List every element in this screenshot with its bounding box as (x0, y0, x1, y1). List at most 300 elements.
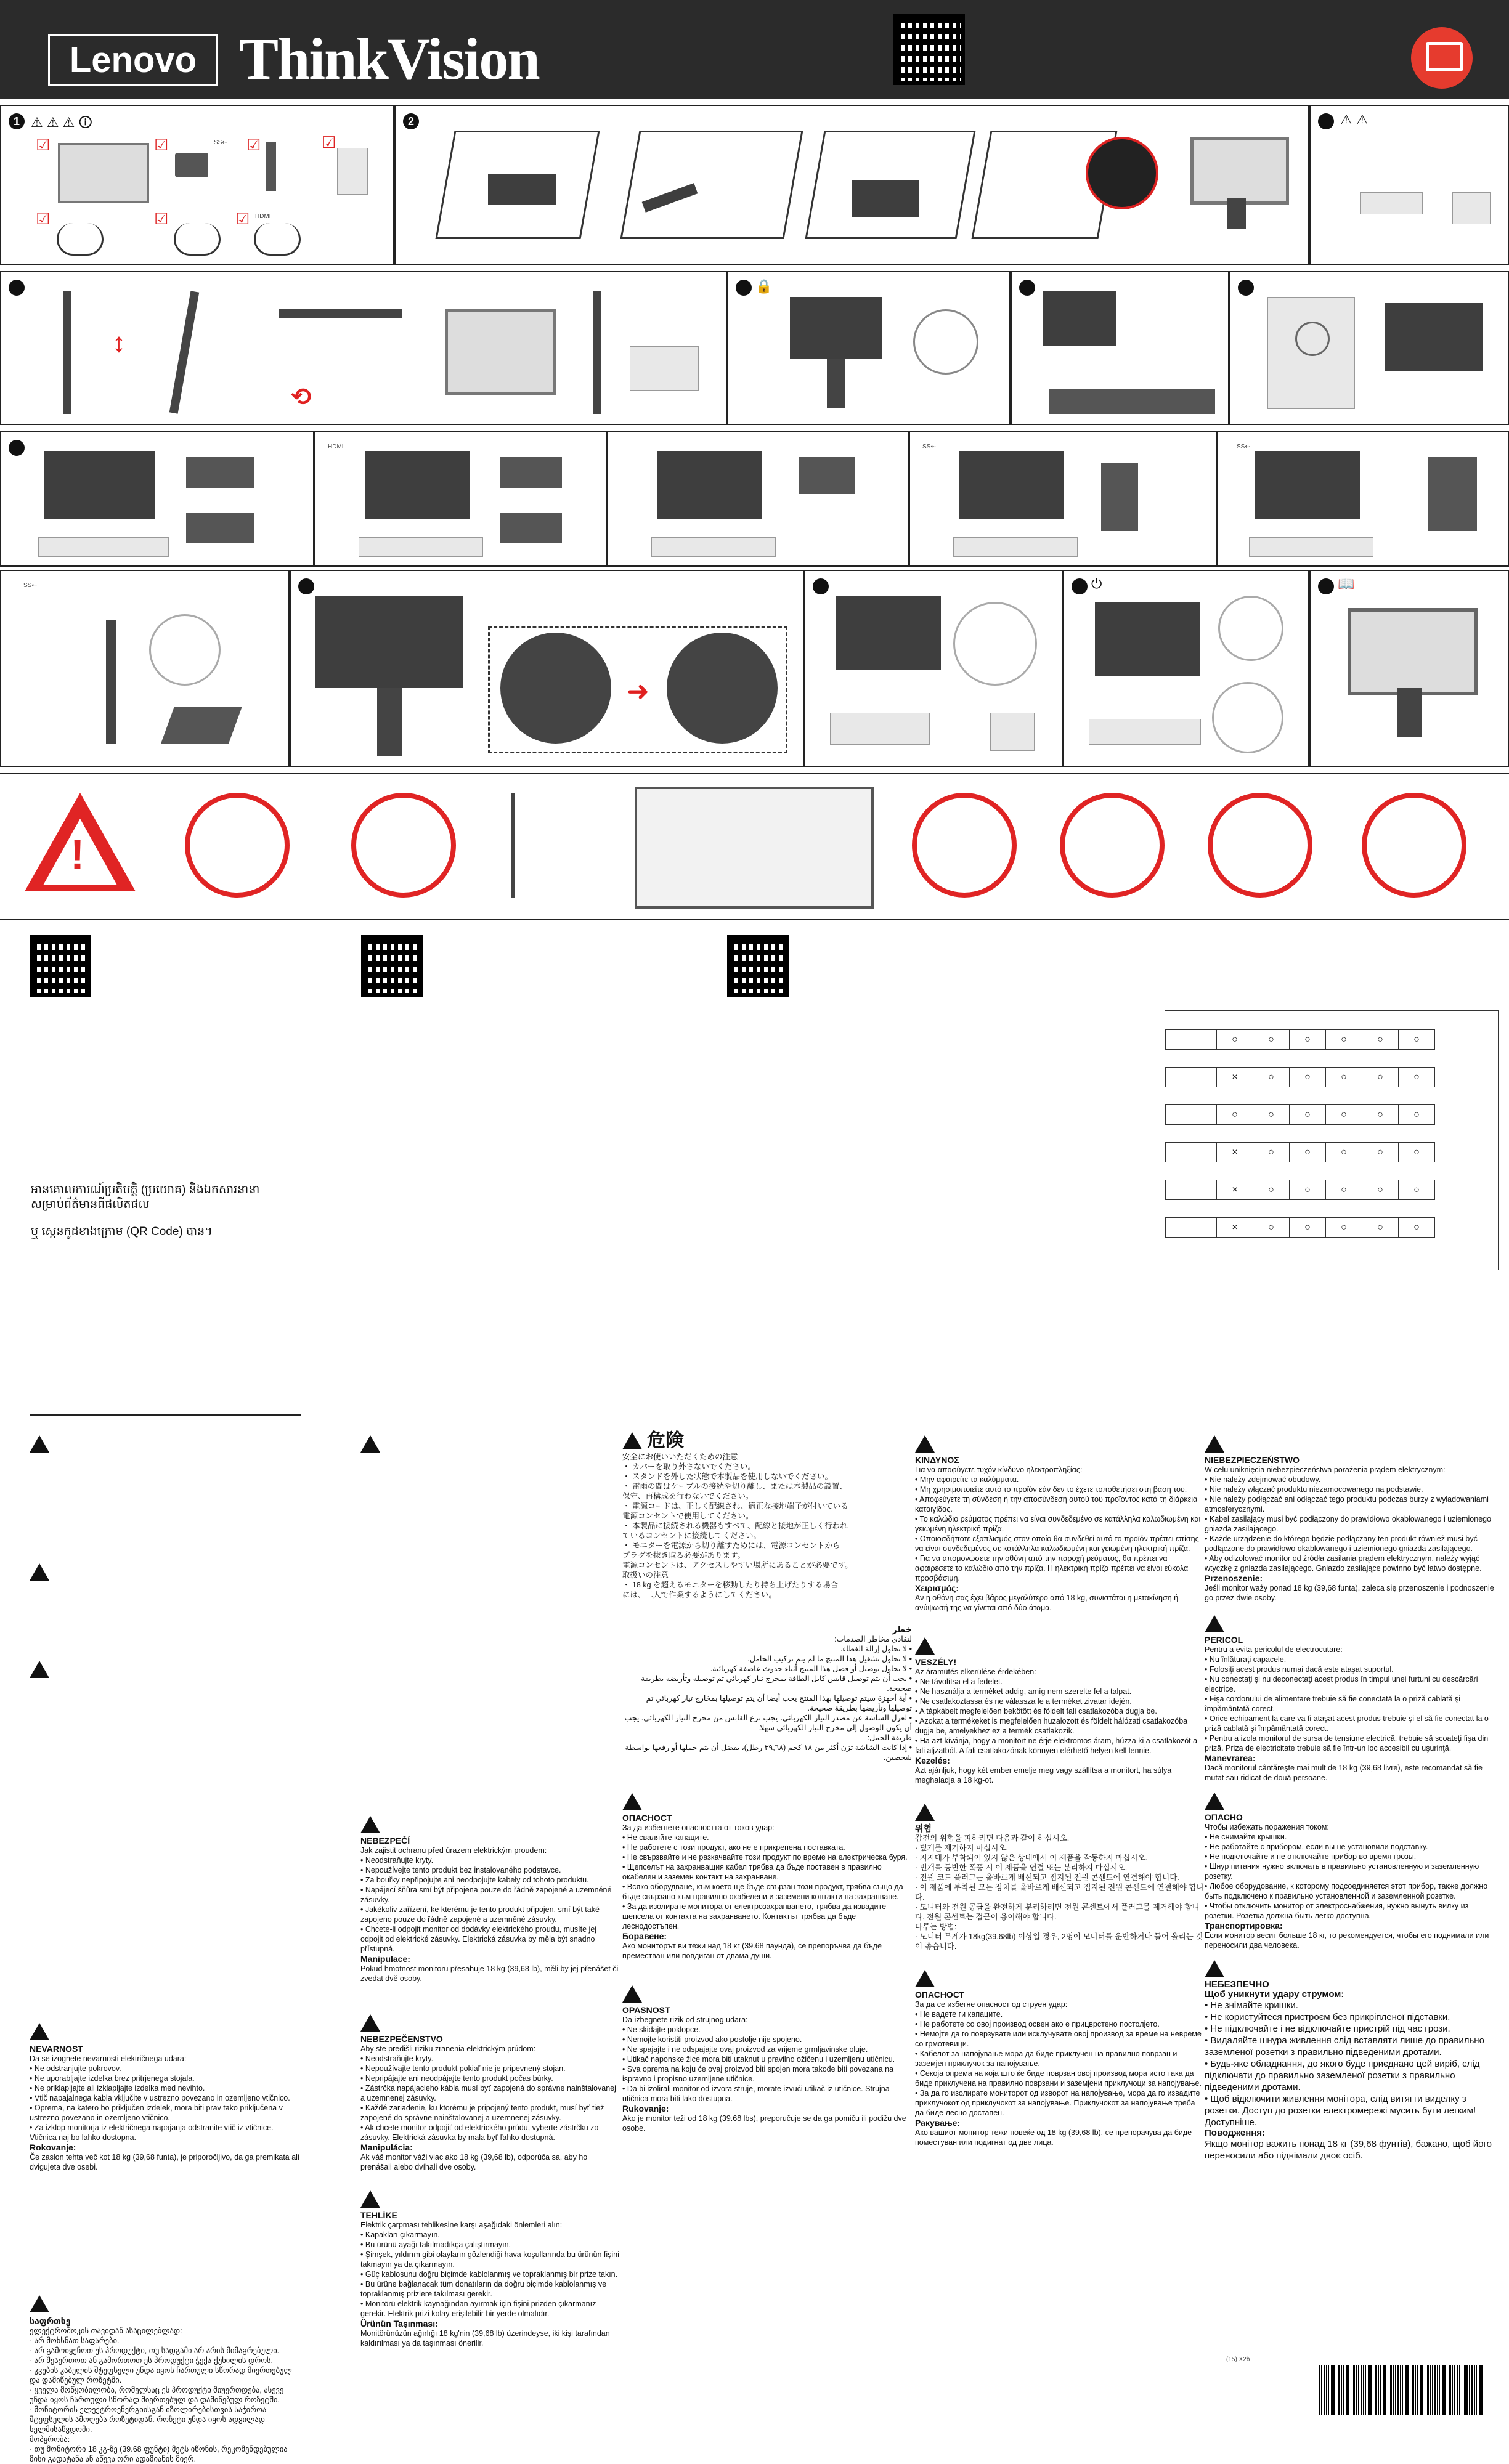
height-arrow-icon: ↕ (112, 328, 126, 358)
panel-ports (1011, 271, 1229, 425)
slovenian-list (30, 2064, 301, 2142)
list-item: • Neodstraňujte kryty. (360, 1855, 619, 1865)
list-item: 다루는 방법: (915, 1923, 957, 1931)
list-item: • Şimşek, yıldırım gibi olayların gözlendiği hava koşullarında bu ürünün fişini takmayın ya da çıkarmayın. (360, 2250, 619, 2269)
list-item: • Nepoužívajte tento produkt pokiaľ nie je pripevnený stojan. (360, 2064, 619, 2073)
handling-text: Monitörünüzün ağırlığı 18 kg'nin (39,68 lb) üzerindeyse, iki kişi tarafından kaldırılması ya da taşınması önerilir. (360, 2329, 610, 2348)
warning-icon (30, 1563, 49, 1581)
list-item: • Kabel zasilający musi być podłączony do prawidłowo okablowanego i uziemionego gniazda zasilającego. (1205, 1514, 1494, 1534)
list-item: 電源コンセントは、アクセスしやすい場所にあることが必要です。 (622, 1561, 853, 1570)
panel-connect-displayport (0, 431, 314, 567)
step-number (1072, 578, 1088, 594)
list-item: • Chcete-li odpojit monitor od dodávky elektrického proudu, musíte jej odpojit od elektrické zásuvky. Elektrická zásuvka by měla být snadno přístupná. (360, 1924, 619, 1954)
table-cell: ○ (1290, 1068, 1326, 1087)
monitor-rear-illustration (657, 451, 762, 519)
table-cell: ○ (1399, 1105, 1435, 1125)
list-item: · 모니터 무게가 18kg(39.68lb) 이상일 경우, 2명이 모니터를 운반하거나 들어 올리는 것이 좋습니다. (915, 1932, 1203, 1951)
list-item: • Кабелот за напојување мора да биде приклучен на правилно поврзан и заземјен приклучок за напојување. (915, 2049, 1205, 2069)
korean-lines (915, 1833, 1205, 1951)
warning-icon (30, 2023, 49, 2040)
georgian-lines (30, 2326, 301, 2464)
table-cell: ○ (1362, 1068, 1399, 1087)
safety-column-3 (622, 1432, 912, 2133)
list-item: • Αποφεύγετε τη σύνδεση ή την αποσύνδεση αυτού του προϊόντος κατά τη διάρκεια καταιγίδας. (915, 1494, 1205, 1514)
stand-illustration (377, 688, 402, 756)
section-title: NEBEZPEČENSTVO (360, 2034, 443, 2044)
arrow-right-icon: ➜ (627, 676, 649, 707)
list-item: • Pentru a izola monitorul de sursa de tensiune electrică, trebuie să scoateţi fişa din priză. Priza de electricitate trebuie să fie într-un loc accesibil cu uşurinţă. (1205, 1733, 1494, 1753)
hdmi-label: HDMI (328, 444, 344, 450)
panel-power-connect (804, 570, 1063, 767)
panel-adjust-height-tilt (0, 271, 727, 425)
step-number (1318, 578, 1334, 594)
no-lean-wall-illustration (351, 793, 456, 898)
list-item: • Ne odstranjujte pokrovov. (30, 2064, 301, 2073)
handling-text: Ако вашиот монитор тежи повеќе од 18 kg (39,68 lb), се препорачува да биде поместуван или подигнат од две лица. (915, 2128, 1192, 2147)
list-item: • لعزل الشاشة عن مصدر التيار الكهربائي، يجب نزع القابس من مخرج التيار الكهربائي. يجب أن يكون الوصول إلى مخرج التيار الكهربائي سهلا. (624, 1714, 912, 1732)
table-row (1166, 1068, 1435, 1087)
usb-plug-illustration (1428, 457, 1477, 531)
lenovo-logo: Lenovo (48, 34, 218, 86)
table-cell (1166, 1030, 1217, 1050)
panel-cable-management (290, 570, 804, 767)
warning-icon (915, 1970, 935, 1987)
list-item: • Napájecí šňůra smí být připojena pouze do řádně zapojené a uzemněné zásuvky. (360, 1885, 619, 1905)
handling-text: Azt ajánljuk, hogy két ember emelje meg vagy szállítsa a monitort, ha súlya meghaladja a 18 kg-ot. (915, 1766, 1172, 1785)
warning-icon (360, 1816, 380, 1833)
list-item: • Не користуйтеся пристроєм без прикріпленої підставки. (1205, 2011, 1494, 2023)
table-row (1166, 1180, 1435, 1200)
warning-icon (30, 1435, 49, 1453)
handling-title: Ürünün Taşınması: (360, 2319, 438, 2328)
romanian-list (1205, 1655, 1494, 1753)
swivel-arrow-icon: ⟲ (291, 384, 312, 411)
table-cell: ○ (1253, 1218, 1290, 1238)
panel-usb-device (0, 570, 290, 767)
handling-text: Ако мониторът ви тежи над 18 кг (39.68 паунда), се препоръчва да бъде преместван или повдиган от двама души. (622, 1942, 882, 1960)
monitor-in-box-illustration (852, 180, 919, 217)
list-item: • Za izklop monitorja iz električnega napajanja odstranite vtič iz vtičnice. Vtičnica naj bo lahko dostopna. (30, 2123, 301, 2142)
section-title: خطر (892, 1624, 912, 1634)
rotate-base-illustration (1086, 137, 1158, 209)
table-cell: × (1217, 1218, 1253, 1238)
outlet-illustration (830, 713, 930, 745)
handling-text: Pokud hmotnost monitoru přesahuje 18 kg (39,68 lb), měli by jej přenášet či zvedat dvě osoby. (360, 1964, 619, 1983)
warning-icon (30, 2295, 49, 2312)
list-item: • За да изолирате монитора от електрозахранването, трябва да извадите щепсела от контакта на захранването. Контактът трябва да бъде леснодостъпен. (622, 1902, 912, 1931)
monitor-rear-illustration (959, 451, 1064, 519)
section-intro: Jak zajistit ochranu před úrazem elektrickým proudem: (360, 1846, 547, 1855)
warning-icon (1205, 1960, 1224, 1977)
no-hang-illustration (1208, 793, 1312, 898)
list-item: • За да го изолирате мониторот од изворот на напојување, мора да го извадите приклучокот од приклучокот за напојување. Приклучокот за напојување треба да биде лесно достапен. (915, 2088, 1205, 2118)
handling-title: Manipulácia: (360, 2142, 413, 2152)
list-item: · არ შეაერთოთ ან გამორთოთ ეს პროდუქტი ჭექა-ქუხილის დროს. (30, 2356, 274, 2365)
section-intro: Da izbegnete rizik od strujnog udara: (622, 2016, 748, 2024)
handling-title: Χειρισμός: (915, 1583, 959, 1593)
step-number (1318, 113, 1334, 129)
list-item: • Немојте да го поврзувате или исклучувате овој производ за време на невреме со грмотевици. (915, 2029, 1205, 2049)
monitor-front-illustration (1348, 608, 1478, 695)
no-hang-illustration (1362, 793, 1466, 898)
czech-list (360, 1855, 619, 1954)
check-icon: ☑ (36, 209, 51, 228)
safety-column-5 (1205, 1435, 1494, 2162)
warning-icon (1205, 1435, 1224, 1453)
turkish-list (360, 2230, 619, 2319)
table-cell: ○ (1253, 1068, 1290, 1087)
pivot-illustration (445, 309, 556, 395)
list-item: • Не работете с този продукт, ако не е прикрепена поставката. (622, 1842, 912, 1852)
list-item: • Monitörü elektrik kaynağından ayırmak için fişini prizden çıkarmanız gerekir. Elektrik prizi kolay erişilebilir bir yerde olmalıdır. (360, 2299, 619, 2319)
handling-text: Jeśli monitor waży ponad 18 kg (39,68 funta), zaleca się przenoszenie i podnoszenie go przez dwie osoby. (1205, 1584, 1494, 1602)
list-item: • Nie należy zdejmować obudowy. (1205, 1475, 1494, 1485)
table-cell: ○ (1290, 1105, 1326, 1125)
list-item: · არ მოხსნათ საფარები. (30, 2336, 120, 2345)
table-cell: ○ (1399, 1180, 1435, 1200)
list-item: • Шнур питания нужно включать в правильно установленную и заземленную розетку. (1205, 1862, 1494, 1881)
section-intro: Aby ste predišli riziku zranenia elektrickým prúdom: (360, 2045, 536, 2053)
list-item: • Το καλώδιο ρεύματος πρέπει να είναι συνδεδεμένο σε κατάλληλα καλωδιωμένη και γειωμένη ηλεκτρική πρίζα. (915, 1514, 1205, 1534)
power-button-zoom-illustration (1212, 682, 1283, 753)
list-item: • Aby odizolować monitor od źródła zasilania prądem elektrycznym, należy wyjąć wtyczkę z gniazda zasilającego. Gniazdo zasilające powinno być łatwo dostępne. (1205, 1554, 1494, 1573)
table-cell: ○ (1290, 1030, 1326, 1050)
section-title: NIEBEZPIECZEŃSTWO (1205, 1455, 1300, 1465)
warning-section (0, 773, 1509, 920)
list-item: • Μην αφαιρείτε τα καλύμματα. (915, 1475, 1205, 1485)
section-intro: За да избегнете опасността от токов удар: (622, 1823, 775, 1832)
rohs-grid (1165, 1029, 1435, 1255)
outlet-illustration (1360, 192, 1423, 214)
bulgarian-list (622, 1833, 912, 1931)
list-item: には、二人で作業するようにしてください。 (622, 1591, 777, 1599)
list-item: · 이 제품에 부착된 모든 장치를 올바르게 배선되고 접지된 전원 콘센트에 연결해야 합니다. (915, 1883, 1204, 1902)
table-cell: × (1217, 1180, 1253, 1200)
table-row (1166, 1105, 1435, 1125)
list-item: プラグを抜き取る必要があります。 (622, 1551, 746, 1560)
part-code: (15) X2b (1226, 2356, 1250, 2363)
power-cable-illustration (57, 223, 104, 256)
panel-connect-usb-upstream (909, 431, 1217, 567)
table-cell (1166, 1068, 1217, 1087)
warning-icon (915, 1637, 935, 1655)
stand-illustration (1397, 688, 1422, 737)
check-icon: ☑ (36, 136, 51, 154)
list-item: • Güç kablosunu doğru biçimde kablolanmış ve topraklanmış bir prize takın. (360, 2269, 619, 2279)
warning-icon (1205, 1793, 1224, 1810)
list-item: لتفادي مخاطر الصدمات: (834, 1635, 912, 1643)
lock-slot-illustration (913, 309, 978, 375)
dock-illustration (175, 153, 208, 177)
section-intro: Pentru a evita pericolul de electrocutare: (1205, 1645, 1343, 1654)
monitor-icon (1411, 27, 1473, 89)
polish-list (1205, 1475, 1494, 1573)
monitor-in-box-illustration (488, 174, 556, 205)
no-tilt-wall-illustration (185, 793, 290, 898)
khmer-notice (31, 1183, 259, 1239)
pc-illustration (1089, 719, 1201, 745)
pc-illustration (1249, 537, 1373, 557)
list-item: • Nie należy włączać produktu niezamocowanego na podstawie. (1205, 1485, 1494, 1494)
section-title: VESZÉLY! (915, 1657, 957, 1667)
panel-user-guide (1309, 570, 1509, 767)
usb-plug-illustration (1101, 463, 1138, 531)
section-title: PERICOL (1205, 1635, 1243, 1645)
check-icon: ☑ (154, 209, 169, 228)
check-icon: ☑ (235, 209, 250, 228)
section-title: 위험 (915, 1823, 932, 1833)
step-number (9, 440, 25, 456)
section-title: საფრთხე (30, 2316, 71, 2326)
exclamation-icon: ! (70, 830, 85, 878)
monitor-rear-illustration (1255, 451, 1360, 519)
hdmi-plug-illustration (500, 457, 562, 488)
list-item: • Щоб відключити живлення монітора, слід витягти виделку з розетки. Доступ до розетки електромережі мусить бути легким! Доступнішe. (1205, 2093, 1494, 2128)
ss-label: SS⇠ (922, 444, 936, 450)
step-number (1238, 280, 1254, 296)
table-cell: ○ (1217, 1030, 1253, 1050)
barcode-icon (1319, 2365, 1485, 2415)
table-cell: ○ (1253, 1180, 1290, 1200)
panel-joystick (1229, 271, 1509, 425)
section-intro: Щоб уникнути удару струмом: (1205, 1989, 1344, 2000)
step-number (1019, 280, 1035, 296)
document-illustration (337, 148, 368, 195)
greek-list (915, 1475, 1205, 1583)
list-item: • Ne távolítsa el a fedelet. (915, 1677, 1205, 1687)
power-icon: ⏻ (1091, 576, 1102, 591)
monitor-side-illustration (106, 620, 116, 744)
qr-code-icon (361, 935, 423, 997)
power-port-zoom-illustration (953, 602, 1037, 686)
list-item: • Не свързвайте и не разкачвайте този продукт по време на електрическа буря. (622, 1852, 912, 1862)
russian-list (1205, 1832, 1494, 1921)
list-item: • Fişa cordonului de alimentare trebuie să fie conectată la o priză cablată şi împământată corect. (1205, 1694, 1494, 1714)
list-item: 安全にお使いいただくための注意 (622, 1453, 738, 1461)
list-item: ・ カバーを取り外さないでください。 (622, 1462, 755, 1471)
book-icon: 📖 (1338, 576, 1355, 591)
usb-drive-illustration (161, 707, 242, 744)
list-item: • Ha azt kívánja, hogy a monitort ne érje elektromos áram, húzza ki a csatlakozót a fali aljzatból. A fali csatlakozónak könnyen elérhető helyen kell lennie. (915, 1736, 1205, 1756)
list-item: • Ne priklapljajte ali izklapljajte izdelka med nevihto. (30, 2083, 301, 2093)
qr-code-icon (30, 935, 91, 997)
section-title: NEBEZPEČÍ (360, 1836, 410, 1846)
monitor-rear-illustration (836, 596, 941, 670)
pc-illustration (651, 537, 776, 557)
pc-illustration (38, 537, 169, 557)
cable-manage-illustration (593, 291, 601, 414)
section-title: НЕБЕЗПЕЧНО (1205, 1979, 1269, 1990)
list-item: • Секоја опрема на која што ќе биде поврзан овој производ мора исто така да биде приклучена на правилно поврзани и заземјени приклучоци за напојување. (915, 2069, 1205, 2088)
list-item: • Видаляйте шнура живлення слід вставляти лише до правильно заземленої розетки з правильно підведеними дротами. (1205, 2035, 1494, 2058)
vga-plug-illustration (799, 457, 855, 494)
list-item: · 덮개를 제거하지 마십시오. (915, 1844, 1008, 1852)
table-cell (1166, 1218, 1217, 1238)
handling-text: Если монитор весит больше 18 кг, то рекомендуется, чтобы его поднимали или переносили два человека. (1205, 1931, 1489, 1950)
table-cell: ○ (1326, 1180, 1362, 1200)
header-bar (0, 0, 1509, 99)
qr-code-icon (893, 14, 965, 85)
serbian-list (622, 2025, 912, 2104)
clip-illustration (630, 346, 699, 391)
list-item: • Nepoužívejte tento produkt bez instalovaného podstavce. (360, 1865, 619, 1875)
list-item: • A tápkábelt megfelelően bekötött és földelt fali csatlakozóba dugja be. (915, 1706, 1205, 1716)
section-intro: Da se izognete nevarnosti električnega udara: (30, 2054, 187, 2063)
list-item: • Nepripájajte ani neodpájajte tento produkt počas búrky. (360, 2073, 619, 2083)
section-title: 危険 (647, 1430, 684, 1451)
pc-illustration (953, 537, 1078, 557)
list-item: • Не вадете ги капаците. (915, 2009, 1205, 2019)
list-item: • Azokat a termékeket is megfelelően huzalozott és földelt hálózati csatlakozóba dugja be, amelyekhez ez a termék csatlakozik. (915, 1716, 1205, 1736)
lock-icon: 🔒 (755, 278, 773, 294)
joystick-button-icon (1295, 322, 1330, 356)
list-item: • Не підключайте і не відключайте пристрій під час грози. (1205, 2023, 1494, 2035)
list-item: • Zástrčka napájacieho kábla musí byť zapojená do správne nainštalovanej a uzemnenej zásuvky. (360, 2083, 619, 2103)
list-item: • Чтобы отключить монитор от электроснабжения, нужно вынуть вилку из розетки. Розетка должна быть легко доступна. (1205, 1901, 1494, 1921)
khmer-line: ឬ ស្កេនកូដខាងក្រោម (QR Code) បាន។ (31, 1225, 213, 1238)
list-item: • Vtič napajalnega kabla vključite v ustrezno povezano in ozemljeno vtičnico. (30, 2093, 301, 2103)
table-cell (1166, 1105, 1217, 1125)
column-divider (30, 1414, 301, 1416)
power-button-zoom-illustration (1218, 596, 1283, 661)
list-item: • Da bi izolirali monitor od izvora struje, morate izvući utikač iz utičnice. Strujna utičnica mora biti lako dostupna. (622, 2084, 912, 2104)
list-item: · მონიტორის ელექტროენერგიისგან იზოლირებისთვის საჭიროა შტეფსელის ამოღება როზეტიდან. როზეტი უნდა იყოს ადვილად ხელმისაწვდომი. (30, 2405, 267, 2434)
table-cell: ○ (1326, 1105, 1362, 1125)
table-cell: ○ (1399, 1218, 1435, 1238)
usb-port-zoom-illustration (149, 614, 221, 686)
panel-lock (727, 271, 1011, 425)
step-number (9, 280, 25, 296)
panel-package-contents (0, 105, 394, 265)
table-cell: ○ (1290, 1143, 1326, 1162)
section-intro: W celu uniknięcia niebezpieczeństwa porażenia prądem elektrycznym: (1205, 1465, 1446, 1474)
table-cell: ○ (1290, 1180, 1326, 1200)
list-item: • Не работайте с прибором, если вы не установили подставку. (1205, 1842, 1494, 1852)
list-item: • Για να απομονώσετε την οθόνη από την παροχή ρεύματος, θα πρέπει να αφαιρέσετε το καλώδιο από την πρίζα. Η ηλεκτρική πρίζα πρέπει να είναι εύκολα προσβάσιμη. (915, 1554, 1205, 1583)
macedonian-list (915, 2009, 1205, 2118)
connector-label: HDMI (255, 213, 271, 220)
warning-icon (360, 2190, 380, 2208)
handling-title: Manipulace: (360, 1954, 410, 1964)
list-item: ელექტროშოკის თავიდან ასაცილებლად: (30, 2327, 182, 2335)
list-item: طريقة الحمل: (867, 1733, 912, 1742)
box-lift-illustration (620, 131, 803, 239)
handling-title: Rukovanje: (622, 2104, 669, 2113)
handling-text: Αν η οθόνη σας έχει βάρος μεγαλύτερο από 18 kg, συνιστάται η μετακίνηση ή ανύψωσή της να γίνεται από δύο άτομα. (915, 1594, 1179, 1612)
room-hazard-illustration (635, 787, 874, 909)
stand-illustration (827, 359, 845, 408)
warning-icons: ⚠ ⚠ (1340, 112, 1369, 128)
monitor-rear-illustration (790, 297, 882, 359)
step-number (298, 578, 314, 594)
section-title: ΚΙΝΔΥΝΟΣ (915, 1455, 959, 1465)
monitor-rear-illustration (1043, 291, 1116, 346)
table-cell: ○ (1326, 1030, 1362, 1050)
list-item: • Sva oprema na koju će ovaj proizvod biti spojen mora takođe biti povezana na ispravno i propisno uzemljene utičnice. (622, 2064, 912, 2084)
dp-plug-illustration (186, 457, 254, 488)
warning-icon (915, 1435, 935, 1453)
list-item: მოპყრობა: (30, 2435, 70, 2444)
hdmi-cable-illustration (254, 223, 301, 256)
handling-text: Če zaslon tehta več kot 18 kg (39,68 funta), je priporočljivo, da ga premikata ali dvigujeta dve osebi. (30, 2153, 299, 2171)
hungarian-list (915, 1677, 1205, 1756)
power-strip-illustration (990, 713, 1035, 751)
tilt-illustration (169, 291, 200, 413)
section-intro: Για να αποφύγετε τυχόν κίνδυνο ηλεκτροπληξίας: (915, 1465, 1083, 1474)
handling-title: Kezelés: (915, 1756, 950, 1765)
step-number: 2 (403, 113, 419, 129)
check-icon: ☑ (154, 136, 169, 154)
table-cell: × (1217, 1068, 1253, 1087)
no-lean-wall-illustration (912, 793, 1017, 898)
list-item: • Не снимайте крышки. (1205, 1832, 1494, 1842)
table-cell: × (1217, 1143, 1253, 1162)
list-item: • Folosiţi acest produs numai dacă este ataşat suportul. (1205, 1664, 1494, 1674)
safety-column-4 (915, 1435, 1205, 2147)
list-item: 감전의 위험을 피하려면 다음과 같이 하십시오. (915, 1834, 1070, 1842)
warning-icon (30, 1661, 49, 1678)
handling-title: Транспортировка: (1205, 1921, 1283, 1931)
list-item: • Μη χρησιμοποιείτε αυτό το προϊόν εάν δεν το έχετε τοποθετήσει στη βάση του. (915, 1485, 1205, 1494)
list-item: 取扱いの注意 (622, 1571, 669, 1579)
thinkvision-logo: ThinkVision (239, 26, 539, 92)
connector-label: SS⇠ (214, 139, 227, 146)
section-intro: Elektrik çarpması tehlikesine karşı aşağıdaki önlemleri alın: (360, 2221, 563, 2229)
list-item: ・ 電源コードは、正しく配線され、適正な接地端子が付いている (622, 1502, 848, 1510)
list-item: • Oprema, na katero bo priključen izdelek, mora biti prav tako priključena v ustrezno povezano in ozemljeno vtičnico. (30, 2103, 301, 2123)
table-cell: ○ (1362, 1143, 1399, 1162)
dp-plug-illustration (186, 513, 254, 543)
no-hang-illustration (1060, 793, 1165, 898)
handling-text: Dacă monitorul cântăreşte mai mult de 18 kg (39,68 livre), este recomandat să fie mutat sau ridicat de două persoane. (1205, 1764, 1483, 1782)
list-item: • Za bouřky nepřipojujte ani neodpojujte kabely od tohoto produktu. (360, 1875, 619, 1885)
panel-connect-hdmi (314, 431, 607, 567)
handling-title: Ракување: (915, 2118, 961, 2128)
warning-icon (622, 1432, 642, 1449)
stand-illustration (1227, 198, 1246, 229)
list-item: • Ak chcete monitor odpojiť od elektrického prúdu, vyberte zástrčku zo zásuvky. Elektrická zásuvka by mala byť ľahko dostupná. (360, 2123, 619, 2142)
table-row (1166, 1218, 1435, 1238)
table-cell: ○ (1253, 1143, 1290, 1162)
list-item: • Kapakları çıkarmayın. (360, 2230, 619, 2240)
swivel-illustration (279, 309, 402, 318)
list-item: · ყველა მოწყობილობა, რომელსაც ეს პროდუქტი მიუერთდება, ასევე უნდა იყოს ჩართული სწორად მიერთებულ და დამიწებულ როზეტში. (30, 2386, 284, 2404)
warning-icon (915, 1804, 935, 1821)
monitor-front-illustration (1190, 137, 1289, 205)
section-title: ОПАСНОСТ (622, 1813, 672, 1823)
list-item: · 전원 코드 플러그는 올바르게 배선되고 접지된 전원 콘센트에 연결해야 합니다. (915, 1873, 1179, 1882)
table-cell: ○ (1326, 1068, 1362, 1087)
table-cell: ○ (1399, 1068, 1435, 1087)
hdmi-plug-illustration (500, 513, 562, 543)
table-cell: ○ (1399, 1030, 1435, 1050)
list-item: • Ne spajajte i ne odspajajte ovaj proizvod za vrijeme grmljavinske oluje. (622, 2045, 912, 2054)
pc-illustration (359, 537, 483, 557)
list-item: • Не знімайте кришки. (1205, 2000, 1494, 2011)
cable-illustration (266, 142, 276, 191)
monitor-rear-illustration (1385, 303, 1483, 371)
cable-clip-zoom-illustration (667, 633, 778, 744)
table-cell: ○ (1326, 1218, 1362, 1238)
table-cell: ○ (1326, 1143, 1362, 1162)
monitor-rear-illustration (365, 451, 470, 519)
ss-label: SS⇠ (23, 582, 37, 589)
warning-icon (622, 1793, 642, 1810)
warning-icon (360, 2014, 380, 2032)
list-item: • Neodstraňujte kryty. (360, 2054, 619, 2064)
safety-column-2 (360, 1435, 619, 2348)
handling-text: Ak váš monitor váži viac ako 18 kg (39,68 lb), odporúča sa, aby ho prenášali alebo dvíhali dve osoby. (360, 2153, 588, 2171)
